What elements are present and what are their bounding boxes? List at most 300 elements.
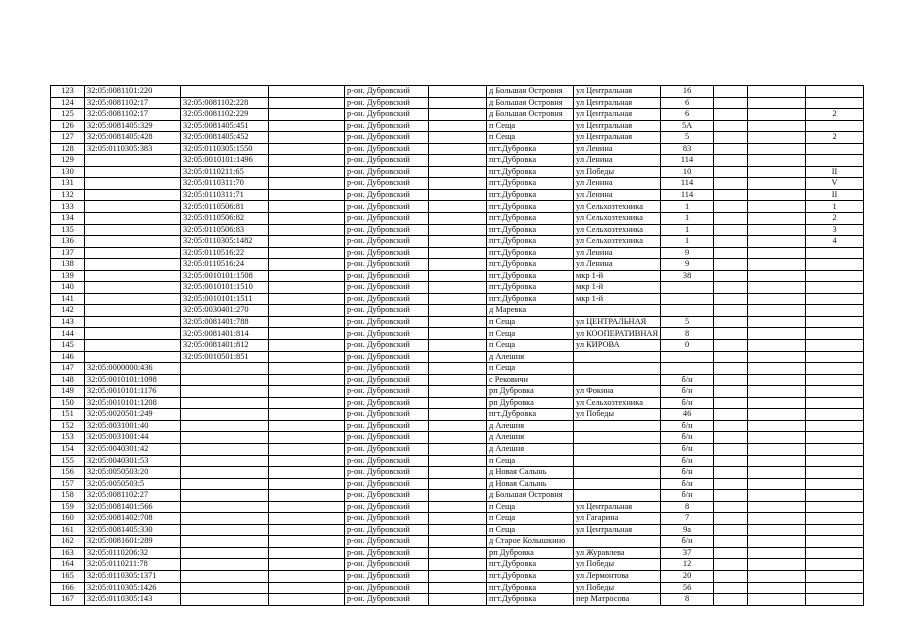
extra-cell-b (748, 143, 806, 155)
district-cell: р-он. Дубровский (345, 351, 429, 363)
street-cell (574, 490, 661, 502)
empty-cell (269, 86, 345, 98)
empty-cell (269, 374, 345, 386)
settlement-cell: пгт.Дубровка (487, 594, 574, 606)
house-number-cell: 8 (661, 501, 714, 513)
table-row (51, 467, 864, 479)
district-cell: р-он. Дубровский (345, 524, 429, 536)
settlement-cell: пгт.Дубровка (487, 247, 574, 259)
cadastral-number-cell (85, 316, 181, 328)
extra-cell-b (748, 513, 806, 525)
empty-cell (429, 247, 487, 259)
table-row (51, 594, 864, 606)
cadastral-number-2-cell: 32:05:0110305:1482 (181, 236, 269, 248)
row-number: 129 (51, 155, 85, 167)
cadastral-number-2-cell: 32:05:0081401:814 (181, 328, 269, 340)
apartment-cell (806, 559, 864, 571)
extra-cell-b (748, 224, 806, 236)
extra-cell-b (748, 97, 806, 109)
apartment-cell (806, 467, 864, 479)
table-row (51, 363, 864, 375)
empty-cell (269, 236, 345, 248)
cadastral-number-cell: 32:05:0081401:566 (85, 501, 181, 513)
street-cell: ул Ленина (574, 247, 661, 259)
empty-cell (429, 97, 487, 109)
district-cell: р-он. Дубровский (345, 236, 429, 248)
settlement-cell: д Алешня (487, 351, 574, 363)
settlement-cell: пгт.Дубровка (487, 270, 574, 282)
empty-cell (269, 570, 345, 582)
settlement-cell: пгт.Дубровка (487, 155, 574, 167)
street-cell: ул Ленина (574, 143, 661, 155)
cadastral-number-cell: 32:05:0081405:329 (85, 120, 181, 132)
street-cell: ул Победы (574, 582, 661, 594)
street-cell (574, 443, 661, 455)
apartment-cell: 2 (806, 213, 864, 225)
street-cell (574, 420, 661, 432)
table-row (51, 547, 864, 559)
district-cell: р-он. Дубровский (345, 293, 429, 305)
extra-cell-a (714, 120, 748, 132)
row-number: 133 (51, 201, 85, 213)
cadastral-number-2-cell (181, 536, 269, 548)
empty-cell (269, 478, 345, 490)
cadastral-number-cell: 32:05:0040301:53 (85, 455, 181, 467)
row-number: 152 (51, 420, 85, 432)
empty-cell (429, 328, 487, 340)
empty-cell (269, 132, 345, 144)
row-number: 141 (51, 293, 85, 305)
empty-cell (269, 501, 345, 513)
apartment-cell (806, 316, 864, 328)
settlement-cell: д Новая Салынь (487, 467, 574, 479)
empty-cell (429, 478, 487, 490)
extra-cell-a (714, 374, 748, 386)
row-number: 135 (51, 224, 85, 236)
table-row (51, 340, 864, 352)
empty-cell (269, 109, 345, 121)
district-cell: р-он. Дубровский (345, 201, 429, 213)
extra-cell-b (748, 420, 806, 432)
apartment-cell (806, 594, 864, 606)
empty-cell (269, 259, 345, 271)
district-cell: р-он. Дубровский (345, 224, 429, 236)
extra-cell-b (748, 547, 806, 559)
street-cell: ул Сельхозтехника (574, 213, 661, 225)
district-cell: р-он. Дубровский (345, 455, 429, 467)
table-row (51, 328, 864, 340)
empty-cell (429, 178, 487, 190)
register-sheet (50, 85, 864, 606)
empty-cell (429, 201, 487, 213)
apartment-cell: II (806, 189, 864, 201)
cadastral-number-cell: 32:05:0040301:42 (85, 443, 181, 455)
house-number-cell: 83 (661, 143, 714, 155)
row-number: 165 (51, 570, 85, 582)
house-number-cell: 46 (661, 409, 714, 421)
empty-cell (429, 536, 487, 548)
cadastral-number-cell (85, 213, 181, 225)
cadastral-number-cell: 32:05:0110211:78 (85, 559, 181, 571)
apartment-cell: 2 (806, 132, 864, 144)
extra-cell-a (714, 132, 748, 144)
empty-cell (269, 155, 345, 167)
extra-cell-a (714, 386, 748, 398)
district-cell: р-он. Дубровский (345, 513, 429, 525)
apartment-cell (806, 86, 864, 98)
table-row (51, 120, 864, 132)
empty-cell (429, 559, 487, 571)
empty-cell (269, 282, 345, 294)
cadastral-number-2-cell (181, 490, 269, 502)
street-cell: ул Центральная (574, 97, 661, 109)
apartment-cell: II (806, 166, 864, 178)
cadastral-number-2-cell (181, 524, 269, 536)
empty-cell (429, 213, 487, 225)
cadastral-number-cell (85, 293, 181, 305)
district-cell: р-он. Дубровский (345, 270, 429, 282)
empty-cell (269, 201, 345, 213)
extra-cell-b (748, 536, 806, 548)
house-number-cell: б/н (661, 455, 714, 467)
apartment-cell (806, 143, 864, 155)
empty-cell (429, 109, 487, 121)
extra-cell-b (748, 259, 806, 271)
extra-cell-b (748, 305, 806, 317)
row-number: 150 (51, 397, 85, 409)
table-row (51, 132, 864, 144)
settlement-cell: д Большая Островня (487, 86, 574, 98)
settlement-cell: д Старое Колышкино (487, 536, 574, 548)
empty-cell (429, 236, 487, 248)
table-row (51, 409, 864, 421)
empty-cell (429, 189, 487, 201)
settlement-cell: п Сеща (487, 316, 574, 328)
extra-cell-b (748, 582, 806, 594)
settlement-cell: д Алешня (487, 443, 574, 455)
house-number-cell: 8 (661, 328, 714, 340)
empty-cell (429, 455, 487, 467)
house-number-cell: 5 (661, 132, 714, 144)
street-cell: мкр 1-й (574, 270, 661, 282)
cadastral-number-cell (85, 178, 181, 190)
settlement-cell: п Сеща (487, 340, 574, 352)
street-cell: ул Ленина (574, 189, 661, 201)
table-row (51, 386, 864, 398)
settlement-cell: п Сеща (487, 132, 574, 144)
street-cell: ул ЦЕНТРАЛЬНАЯ (574, 316, 661, 328)
cadastral-number-cell: 32:05:0081101:220 (85, 86, 181, 98)
apartment-cell (806, 363, 864, 375)
row-number: 123 (51, 86, 85, 98)
cadastral-number-2-cell (181, 547, 269, 559)
empty-cell (429, 524, 487, 536)
cadastral-number-cell: 32:05:0110206:32 (85, 547, 181, 559)
table-row (51, 536, 864, 548)
cadastral-number-cell: 32:05:0081405:428 (85, 132, 181, 144)
house-number-cell: б/н (661, 478, 714, 490)
extra-cell-b (748, 86, 806, 98)
cadastral-number-cell: 32:05:0081402:708 (85, 513, 181, 525)
row-number: 140 (51, 282, 85, 294)
table-row (51, 224, 864, 236)
apartment-cell (806, 409, 864, 421)
extra-cell-a (714, 547, 748, 559)
extra-cell-a (714, 259, 748, 271)
empty-cell (429, 501, 487, 513)
cadastral-number-2-cell (181, 594, 269, 606)
table-row (51, 143, 864, 155)
apartment-cell (806, 490, 864, 502)
extra-cell-b (748, 363, 806, 375)
row-number: 147 (51, 363, 85, 375)
cadastral-number-2-cell: 32:05:0110516:24 (181, 259, 269, 271)
extra-cell-a (714, 559, 748, 571)
house-number-cell (661, 305, 714, 317)
district-cell: р-он. Дубровский (345, 386, 429, 398)
district-cell: р-он. Дубровский (345, 305, 429, 317)
table-row (51, 351, 864, 363)
street-cell: ул КООПЕРАТИВНАЯ (574, 328, 661, 340)
row-number: 134 (51, 213, 85, 225)
settlement-cell: пгт.Дубровка (487, 559, 574, 571)
extra-cell-b (748, 397, 806, 409)
extra-cell-a (714, 305, 748, 317)
empty-cell (269, 536, 345, 548)
cadastral-number-2-cell (181, 559, 269, 571)
extra-cell-b (748, 166, 806, 178)
empty-cell (429, 224, 487, 236)
extra-cell-b (748, 467, 806, 479)
row-number: 144 (51, 328, 85, 340)
extra-cell-b (748, 201, 806, 213)
extra-cell-b (748, 559, 806, 571)
settlement-cell: пгт.Дубровка (487, 189, 574, 201)
settlement-cell: пгт.Дубровка (487, 582, 574, 594)
extra-cell-b (748, 155, 806, 167)
cadastral-number-2-cell: 32:05:0110506:81 (181, 201, 269, 213)
row-number: 143 (51, 316, 85, 328)
extra-cell-b (748, 109, 806, 121)
apartment-cell (806, 282, 864, 294)
apartment-cell (806, 386, 864, 398)
cadastral-number-cell: 32:05:0050503:20 (85, 467, 181, 479)
empty-cell (429, 582, 487, 594)
cadastral-number-2-cell (181, 455, 269, 467)
cadastral-number-2-cell: 32:05:0110506:83 (181, 224, 269, 236)
apartment-cell (806, 97, 864, 109)
table-row (51, 432, 864, 444)
row-number: 137 (51, 247, 85, 259)
street-cell: ул Фокина (574, 386, 661, 398)
cadastral-number-2-cell (181, 501, 269, 513)
empty-cell (269, 293, 345, 305)
row-number: 138 (51, 259, 85, 271)
row-number: 167 (51, 594, 85, 606)
row-number: 132 (51, 189, 85, 201)
row-number: 154 (51, 443, 85, 455)
empty-cell (429, 155, 487, 167)
row-number: 153 (51, 432, 85, 444)
settlement-cell: д Большая Островня (487, 109, 574, 121)
empty-cell (269, 247, 345, 259)
table-row (51, 97, 864, 109)
row-number: 151 (51, 409, 85, 421)
extra-cell-b (748, 490, 806, 502)
street-cell (574, 432, 661, 444)
district-cell: р-он. Дубровский (345, 594, 429, 606)
street-cell: ул Лермонтова (574, 570, 661, 582)
row-number: 163 (51, 547, 85, 559)
cadastral-number-cell: 32:05:0110305:143 (85, 594, 181, 606)
empty-cell (429, 316, 487, 328)
cadastral-number-2-cell (181, 397, 269, 409)
cadastral-number-cell (85, 166, 181, 178)
cadastral-number-2-cell: 32:05:0110311:70 (181, 178, 269, 190)
extra-cell-b (748, 409, 806, 421)
empty-cell (429, 293, 487, 305)
house-number-cell (661, 282, 714, 294)
street-cell (574, 351, 661, 363)
settlement-cell: пгт.Дубровка (487, 409, 574, 421)
empty-cell (429, 432, 487, 444)
table-row (51, 213, 864, 225)
extra-cell-b (748, 132, 806, 144)
settlement-cell: пгт.Дубровка (487, 259, 574, 271)
extra-cell-a (714, 513, 748, 525)
extra-cell-a (714, 582, 748, 594)
extra-cell-b (748, 316, 806, 328)
apartment-cell (806, 259, 864, 271)
district-cell: р-он. Дубровский (345, 536, 429, 548)
table-row (51, 570, 864, 582)
extra-cell-a (714, 536, 748, 548)
table-row (51, 259, 864, 271)
extra-cell-a (714, 224, 748, 236)
settlement-cell: п Сеща (487, 513, 574, 525)
row-number: 161 (51, 524, 85, 536)
cadastral-number-cell: 32:05:0050503:5 (85, 478, 181, 490)
cadastral-number-cell (85, 259, 181, 271)
extra-cell-a (714, 420, 748, 432)
row-number: 130 (51, 166, 85, 178)
extra-cell-b (748, 270, 806, 282)
empty-cell (269, 189, 345, 201)
extra-cell-b (748, 120, 806, 132)
row-number: 125 (51, 109, 85, 121)
extra-cell-a (714, 189, 748, 201)
district-cell: р-он. Дубровский (345, 420, 429, 432)
extra-cell-b (748, 189, 806, 201)
table-row (51, 270, 864, 282)
house-number-cell: 9 (661, 259, 714, 271)
street-cell (574, 536, 661, 548)
settlement-cell: п Сеща (487, 524, 574, 536)
extra-cell-a (714, 443, 748, 455)
empty-cell (429, 270, 487, 282)
settlement-cell: пгт.Дубровка (487, 236, 574, 248)
district-cell: р-он. Дубровский (345, 178, 429, 190)
cadastral-number-cell (85, 328, 181, 340)
row-number: 162 (51, 536, 85, 548)
empty-cell (429, 467, 487, 479)
table-row (51, 374, 864, 386)
apartment-cell (806, 305, 864, 317)
row-number: 157 (51, 478, 85, 490)
street-cell: ул Центральная (574, 132, 661, 144)
table-row (51, 305, 864, 317)
row-number: 145 (51, 340, 85, 352)
apartment-cell (806, 293, 864, 305)
cadastral-number-2-cell (181, 432, 269, 444)
house-number-cell: 0 (661, 340, 714, 352)
street-cell: ул Ленина (574, 259, 661, 271)
table-body (51, 86, 864, 606)
row-number: 127 (51, 132, 85, 144)
settlement-cell: п Сеща (487, 501, 574, 513)
empty-cell (269, 409, 345, 421)
empty-cell (429, 166, 487, 178)
cadastral-number-cell (85, 340, 181, 352)
table-row (51, 420, 864, 432)
property-register-table (50, 85, 864, 606)
empty-cell (269, 305, 345, 317)
house-number-cell: 5 (661, 316, 714, 328)
empty-cell (269, 213, 345, 225)
empty-cell (269, 351, 345, 363)
table-row (51, 455, 864, 467)
street-cell: пер Матросова (574, 594, 661, 606)
settlement-cell: рп Дубровка (487, 397, 574, 409)
empty-cell (429, 340, 487, 352)
table-row (51, 582, 864, 594)
extra-cell-b (748, 524, 806, 536)
empty-cell (269, 363, 345, 375)
cadastral-number-cell: 32:05:0010101:1176 (85, 386, 181, 398)
extra-cell-a (714, 201, 748, 213)
apartment-cell: 1 (806, 201, 864, 213)
district-cell: р-он. Дубровский (345, 86, 429, 98)
empty-cell (269, 166, 345, 178)
settlement-cell: п Сеща (487, 455, 574, 467)
settlement-cell: пгт.Дубровка (487, 143, 574, 155)
apartment-cell (806, 443, 864, 455)
settlement-cell: п Сеща (487, 363, 574, 375)
table-row (51, 316, 864, 328)
empty-cell (269, 120, 345, 132)
house-number-cell: 1 (661, 213, 714, 225)
table-row (51, 178, 864, 190)
settlement-cell: п Сеща (487, 120, 574, 132)
extra-cell-a (714, 570, 748, 582)
district-cell: р-он. Дубровский (345, 143, 429, 155)
empty-cell (269, 397, 345, 409)
house-number-cell: 6 (661, 109, 714, 121)
table-row (51, 490, 864, 502)
extra-cell-a (714, 236, 748, 248)
empty-cell (429, 594, 487, 606)
empty-cell (269, 224, 345, 236)
apartment-cell (806, 432, 864, 444)
settlement-cell: д Большая Островня (487, 97, 574, 109)
extra-cell-a (714, 316, 748, 328)
cadastral-number-2-cell: 32:05:0010101:1510 (181, 282, 269, 294)
house-number-cell: 56 (661, 582, 714, 594)
extra-cell-a (714, 155, 748, 167)
street-cell: ул КИРОВА (574, 340, 661, 352)
cadastral-number-cell (85, 201, 181, 213)
cadastral-number-2-cell: 32:05:0081401:788 (181, 316, 269, 328)
